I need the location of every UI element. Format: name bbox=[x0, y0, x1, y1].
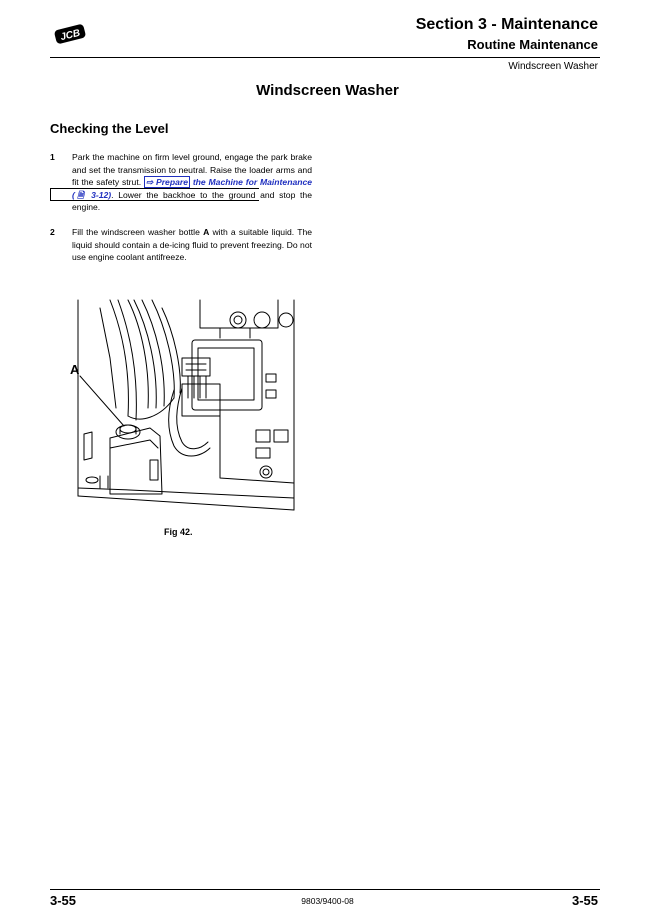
link-text: the Machine for Maintenance ( bbox=[72, 177, 313, 200]
page-icon: 🗎 bbox=[74, 189, 87, 200]
header-divider bbox=[50, 57, 600, 58]
step-1 bbox=[50, 151, 312, 214]
step-text-before: Fill the windscreen washer bottle bbox=[72, 227, 200, 237]
step-text bbox=[72, 151, 312, 214]
figure-caption: Fig 42. bbox=[164, 527, 193, 537]
step-number: 1 bbox=[50, 152, 55, 162]
section-title: Section 3 - Maintenance bbox=[415, 16, 598, 33]
link-page: 3-12) bbox=[91, 189, 112, 200]
section-topic: Windscreen Washer bbox=[508, 61, 598, 72]
cross-reference-link[interactable] bbox=[144, 176, 190, 188]
step-text-before: Park the machine on firm level ground, engage the park brake and set the transmission to neutral. Raise the loader arms and fit the safety strut. bbox=[72, 152, 312, 187]
document-number: 9803/9400-08 bbox=[301, 896, 354, 906]
step-number: 2 bbox=[50, 227, 55, 237]
bottle-reference: A bbox=[203, 227, 210, 237]
step-2 bbox=[50, 226, 312, 264]
footer-divider bbox=[50, 889, 600, 890]
page-number-right: 3-55 bbox=[571, 893, 598, 908]
jcb-logo bbox=[52, 22, 88, 46]
arrow-right-icon: ⇨ bbox=[145, 177, 154, 187]
page-number-left: 3-55 bbox=[50, 893, 77, 908]
link-text: Prepare bbox=[155, 177, 188, 187]
subheading: Checking the Level bbox=[50, 121, 169, 136]
logo-text: JCB bbox=[59, 27, 82, 44]
section-subtitle: Routine Maintenance bbox=[467, 37, 598, 52]
page-title: Windscreen Washer bbox=[256, 82, 399, 99]
step-text-after: with a suitable liquid. The liquid should contain a de-icing fluid to prevent freezing. Do not use engine coolant antifreeze. bbox=[72, 227, 313, 262]
step-text-after: . Lower the backhoe to the ground and stop the engine. bbox=[72, 189, 312, 212]
engine-bay-illustration bbox=[70, 298, 296, 513]
step-text bbox=[72, 226, 312, 264]
callout-a: A bbox=[70, 362, 80, 377]
